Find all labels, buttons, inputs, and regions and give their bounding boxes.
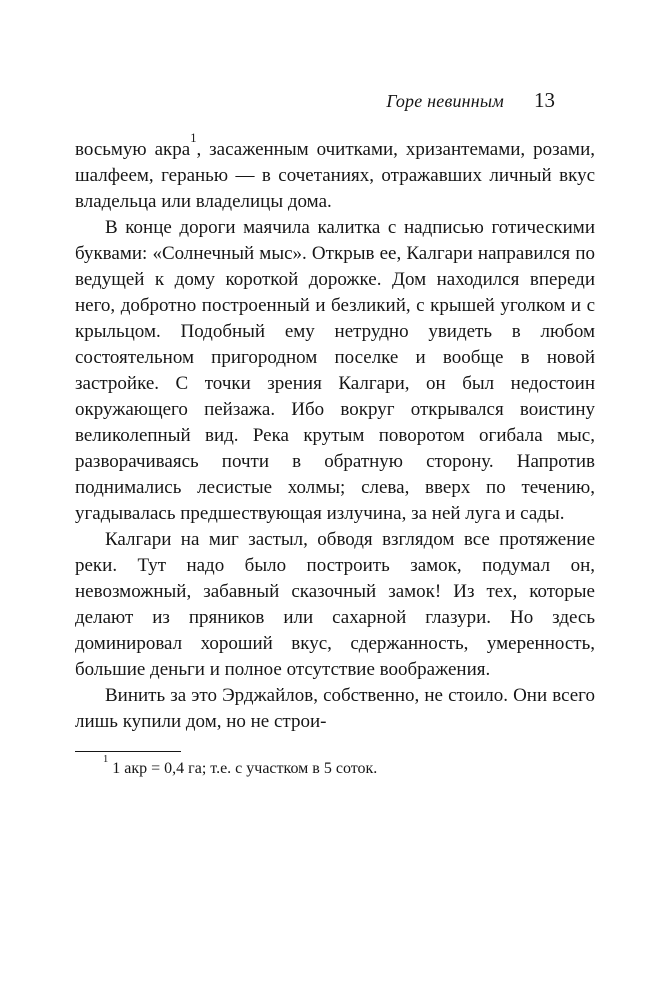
paragraph — [75, 131, 595, 215]
paragraph: Калгари на миг застыл, обводя взглядом все протяжение реки. Тут надо было построить замок, подумал он, невозможный, забавный сказочный замок! Из тех, которые делают из пряников или сахарной глазури. Но здесь доминировал хороший вкус, сдержанность, умеренность, большие деньги и полное отсутствие воображения. — [75, 529, 595, 680]
running-header — [75, 88, 595, 113]
footnote — [75, 753, 595, 780]
footnote-area — [75, 751, 595, 780]
footnote-reference: 1 — [190, 131, 197, 146]
body-text — [75, 131, 595, 735]
paragraph: В конце дороги маячила калитка с надписью готическими буквами: «Солнечный мыс». Открыв ее, Калгари направился по ведущей к дому короткой дорожке. Дом находился впереди него, добротно построенный и безликий, с крышей уголком и с крыльцом. Подобный ему нетрудно увидеть в любом состоятельном пригородном поселке и вообще в новой застройке. С точки зрения Калгари, он был недостоин окружающего пейзажа. Ибо вокруг открывался воистину великолепный вид. Река крутым поворотом огибала мыс, разворачиваясь почти в обратную сторону. Напротив поднимались лесистые холмы; слева, вверх по течению, угадывалась предшествующая излучина, за ней луга и сады. — [75, 217, 595, 524]
footnote-marker: 1 — [103, 753, 109, 765]
paragraph-text: восьмую акра — [75, 139, 191, 160]
paragraph-text: , засаженным очитками, хризантемами, розами, шалфеем, геранью — в сочетаниях, отражавших личный вкус владельца или владелицы дома. — [75, 139, 595, 212]
running-header-title: Горе невинным — [386, 91, 504, 111]
footnote-divider — [75, 751, 181, 752]
paragraph: Винить за это Эрджайлов, собственно, не стоило. Они всего лишь купили дом, но не строи- — [75, 685, 595, 732]
page-number: 13 — [534, 88, 555, 112]
footnote-text: 1 акр = 0,4 га; т.е. с участком в 5 соток. — [112, 760, 378, 777]
